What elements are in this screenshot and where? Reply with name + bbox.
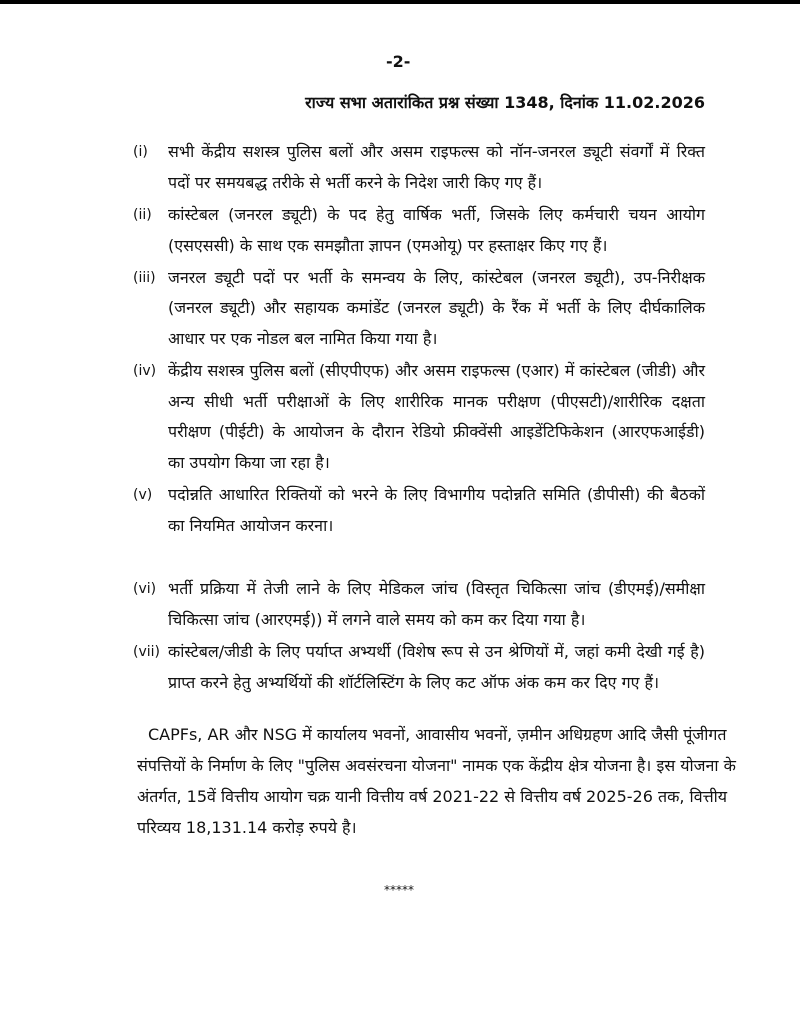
end-mark: ***** xyxy=(384,883,414,897)
item-text-line: भर्ती प्रक्रिया में तेजी लाने के लिए मेडिकल जांच (विस्तृत चिकित्सा जांच (डीएमई)/समीक्षा xyxy=(168,579,705,598)
paragraph-line: CAPFs, AR और NSG में कार्यालय भवनों, आवासीय भवनों, ज़मीन अधिग्रहण आदि जैसी पूंजीगत xyxy=(148,725,727,744)
document-heading: राज्य सभा अतारांकित प्रश्न संख्या 1348, दिनांक 11.02.2026 xyxy=(305,93,705,112)
paragraph-line: परिव्यय 18,131.14 करोड़ रुपये है। xyxy=(137,818,357,837)
item-label: (vi) xyxy=(133,581,157,597)
item-label: (iv) xyxy=(133,363,157,379)
item-text-line: सभी केंद्रीय सशस्त्र पुलिस बलों और असम राइफल्स को नॉन-जनरल ड्यूटी संवर्गों में रिक्त xyxy=(168,142,705,161)
item-text-line: परीक्षण (पीईटी) के आयोजन के दौरान रेडियो फ्रीक्वेंसी आइडेंटिफिकेशन (आरएफआईडी) xyxy=(168,422,705,441)
item-text-line: पदोन्नति आधारित रिक्तियों को भरने के लिए विभागीय पदोन्नति समिति (डीपीसी) की बैठकों xyxy=(168,485,705,504)
item-text-line: अन्य सीधी भर्ती परीक्षाओं के लिए शारीरिक मानक परीक्षण (पीएसटी)/शारीरिक दक्षता xyxy=(168,392,705,411)
item-text-line: कांस्टेबल/जीडी के लिए पर्याप्त अभ्यर्थी (विशेष रूप से उन श्रेणियों में, जहां कमी देखी गई है) xyxy=(168,642,705,661)
item-text-line: प्राप्त करने हेतु अभ्यर्थियों की शॉर्टलिस्टिंग के लिए कट ऑफ अंक कम कर दिए गए हैं। xyxy=(168,673,660,692)
item-text-line: केंद्रीय सशस्त्र पुलिस बलों (सीएपीएफ) और असम राइफल्स (एआर) में कांस्टेबल (जीडी) और xyxy=(168,361,705,380)
item-text-line: का नियमित आयोजन करना। xyxy=(168,516,334,535)
item-text-line: जनरल ड्यूटी पदों पर भर्ती के समन्वय के लिए, कांस्टेबल (जनरल ड्यूटी), उप-निरीक्षक xyxy=(168,268,705,287)
item-text-line: (एसएससी) के साथ एक समझौता ज्ञापन (एमओयू) पर हस्ताक्षर किए गए हैं। xyxy=(168,236,608,255)
item-label: (ii) xyxy=(133,207,152,223)
paragraph-line: अंतर्गत, 15वें वित्तीय आयोग चक्र यानी वित्तीय वर्ष 2021-22 से वित्तीय वर्ष 2025-26 तक, वित्तीय xyxy=(137,787,728,806)
item-label: (v) xyxy=(133,487,153,503)
item-text-line: आधार पर एक नोडल बल नामित किया गया है। xyxy=(168,329,438,348)
item-text-line: पदों पर समयबद्ध तरीके से भर्ती करने के निदेश जारी किए गए हैं। xyxy=(168,173,543,192)
item-text-line: चिकित्सा जांच (आरएमई)) में लगने वाले समय को कम कर दिया गया है। xyxy=(168,610,586,629)
item-text-line: कांस्टेबल (जनरल ड्यूटी) के पद हेतु वार्षिक भर्ती, जिसके लिए कर्मचारी चयन आयोग xyxy=(168,205,705,224)
item-label: (vii) xyxy=(133,644,160,660)
item-label: (i) xyxy=(133,144,148,160)
paragraph-line: संपत्तियों के निर्माण के लिए "पुलिस अवसंरचना योजना" नामक एक केंद्रीय क्षेत्र योजना है। इस योजना के xyxy=(137,756,736,775)
item-text-line: (जनरल ड्यूटी) और सहायक कमांडेंट (जनरल ड्यूटी) के रैंक में भर्ती के लिए दीर्घकालिक xyxy=(168,298,705,317)
page-number: -2- xyxy=(386,52,411,71)
item-label: (iii) xyxy=(133,270,156,286)
top-border xyxy=(0,0,800,4)
item-text-line: का उपयोग किया जा रहा है। xyxy=(168,453,330,472)
